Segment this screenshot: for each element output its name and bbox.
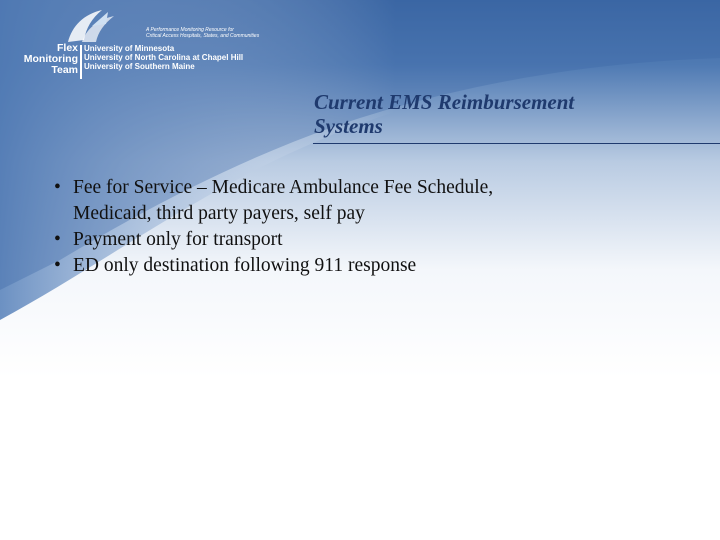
bullet-text: Payment only for transport	[73, 229, 283, 250]
logo-divider	[80, 45, 82, 79]
flex-logo-icon	[62, 6, 122, 46]
logo-universities	[84, 44, 243, 71]
title-underline	[313, 143, 720, 144]
university-item: University of Minnesota	[84, 44, 175, 53]
bullet-item	[52, 227, 692, 253]
tagline-line: A Performance Monitoring Resource for	[146, 27, 234, 33]
logo-tagline	[146, 27, 259, 39]
title-line: Current EMS Reimbursement	[314, 90, 575, 114]
team-name-line: Monitoring	[23, 53, 78, 65]
logo-team-name	[0, 43, 78, 76]
bullet-text: ED only destination following 911 response	[73, 255, 417, 276]
bullet-item	[52, 175, 692, 227]
bullet-dot: •	[54, 255, 61, 276]
bullet-dot: •	[54, 177, 61, 198]
title-line: Systems	[314, 114, 383, 138]
bullet-text: Medicaid, third party payers, self pay	[73, 203, 365, 224]
tagline-line: Critical Access Hospitals, States, and Communities	[146, 33, 260, 39]
team-name-line: Team	[51, 64, 78, 76]
bullet-text: Fee for Service – Medicare Ambulance Fee Schedule,	[73, 177, 494, 198]
bullet-item	[52, 253, 692, 279]
university-item: University of North Carolina at Chapel Hill	[84, 53, 244, 62]
team-name-line: Flex	[56, 42, 78, 54]
university-item: University of Southern Maine	[84, 62, 195, 71]
bullet-list	[52, 175, 692, 279]
slide-title	[314, 90, 714, 138]
bullet-dot: •	[54, 229, 61, 250]
